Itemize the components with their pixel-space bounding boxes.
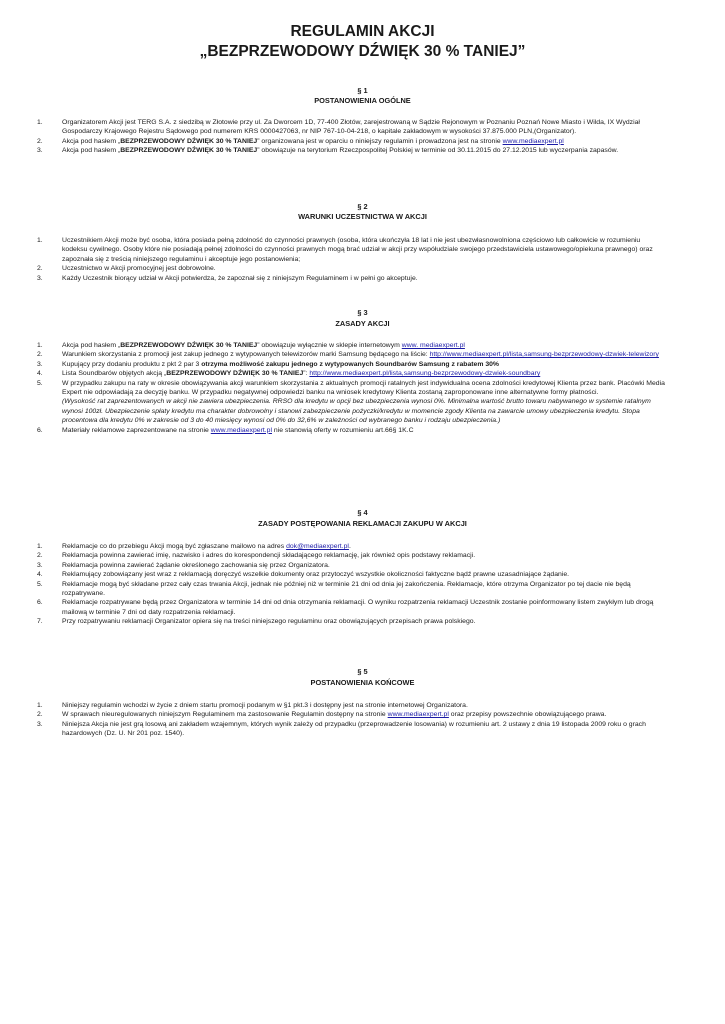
mediaexpert-link[interactable]: www.mediaexpert.pl bbox=[387, 711, 449, 719]
list-item: 1. Niniejszy regulamin wchodzi w życie z dniem startu promocji podanym w §1 pkt.3 i dostępny jest na stronie internetowej Organizatora. bbox=[37, 702, 468, 709]
list-item: 7. Przy rozpatrywaniu reklamacji Organizator opiera się na treści niniejszego regulaminu oraz obowiązujących przepisach prawa polskiego. bbox=[37, 618, 476, 626]
list-item: 3. Niniejsza Akcja nie jest grą losową ani zakładem wzajemnym, których wynik zależy od przypadku (przeprowadzenie losowania) w rozumieniu art. 2 ustawy z dnia 19 listopada 2009 roku o grach hazardowych (Dz. U. Nr 201 poz. 1540). bbox=[37, 720, 646, 738]
tv-list-link[interactable]: http://www.mediaexpert.pl/lista,samsung-bezprzewodowy-dzwiek-telewizory bbox=[429, 351, 659, 359]
list-item: 1. Organizatorem Akcji jest TERG S.A. z siedzibą w Złotowie przy ul. Za Dworcem 1D, 77-400 Złotów, zarejestrowaną w Sądzie Rejonowym w Poznaniu Poznań Nowe Miasto i Wilda, IX Wydział Gospodarczy Krajowego Rejestru Sądowego pod numerem KRS 0000427063, nr NIP 767-10-04-218, o kapitale zakładowym w wysokości 37.875.000 PLN,(Organizator). bbox=[37, 119, 640, 136]
list-item: 5. W przypadku zakupu na raty w okresie obowiązywania akcji warunkiem skorzystania z aktualnych promocji ratalnych jest indywidualna ocena zdolności kredytowej Klienta przez bank. Placówki Media Expert nie odpowiadają za decyzję banku. W przypadku negatywnej odpowiedzi banku na wniosek kredytowy Klienta zostaną zaproponowane inne alternatywne formy płatności. (Wysokość rat zaprezentowanych w akcji nie zawiera ubezpieczenia. RRSO dla kredytu w opcji bez ubezpieczenia wynosi 0%. Minimalna wartość brutto towaru nabywanego w systemie ratalnym wynosi 100zł. Ubezpieczenie spłaty kredytu ma charakter dobrowolny i stanowi zabezpieczenie pożyczki/kredytu w momencie zgody Klienta na zawarcie umowy ubezpieczenia kredytu. Stopa procentowa dla kredytu 0% w zakresie od 3 do 40 miesięcy wynosi od 0% do 32,6% w zależności od wybranego banku i rodzaju ubezpieczenia.) bbox=[37, 379, 665, 425]
section-5-title: POSTANOWIENIA KOŃCOWE bbox=[310, 678, 415, 687]
list-item: 2. Reklamacja powinna zawierać imię, nazwisko i adres do korespondencji składającego reklamację, jak również opis podstawy reklamacji. bbox=[37, 552, 476, 560]
list-item: 4. Lista Soundbarów objętych akcją „BEZPRZEWODOWY DŹWIĘK 30 % TANIEJ”: http://www.mediaexpert.pl/lista,samsung-bezprzewodowy-dzwiek-soundbary bbox=[37, 370, 541, 378]
section-4-list bbox=[0, 542, 725, 627]
list-item: 2. Akcja pod hasłem „BEZPRZEWODOWY DŹWIĘK 30 % TANIEJ” organizowana jest w oparciu o niniejszy regulamin i prowadzona jest na stronie www.mediaexpert.pl bbox=[37, 137, 564, 145]
list-item: 3. Akcja pod hasłem „BEZPRZEWODOWY DŹWIĘK 30 % TANIEJ” obowiązuje na terytorium Rzeczpospolitej Polskiej w terminie od 30.11.2015 do 27.12.2015 lub wyczerpania zapasów. bbox=[37, 147, 619, 155]
list-item: 6. Materiały reklamowe zaprezentowane na stronie www.mediaexpert.pl nie stanowią oferty w rozumieniu art.66§ 1K.C bbox=[37, 426, 414, 434]
list-item: 1. Akcja pod hasłem „BEZPRZEWODOWY DŹWIĘK 30 % TANIEJ” obowiązuje wyłącznie w sklepie internetowym www. mediaexpert.pl bbox=[37, 342, 465, 349]
section-2-list bbox=[0, 236, 725, 283]
list-item: 5. Reklamacje mogą być składane przez cały czas trwania Akcji, jednak nie później niż w terminie 21 dni od dnia jej zakończenia. Reklamacje, które otrzyma Organizator po tej dacie nie będą rozpatrywane. bbox=[37, 580, 631, 598]
soundbar-list-link[interactable]: http://www.mediaexpert.pl/lista,samsung-bezprzewodowy-dzwiek-soundbary bbox=[309, 370, 541, 378]
section-4-title: ZASADY POSTĘPOWANIA REKLAMACJI ZAKUPU W AKCJI bbox=[258, 519, 467, 528]
section-2-number: § 2 bbox=[357, 202, 368, 211]
list-item: 2. Uczestnictwo w Akcji promocyjnej jest dobrowolne. bbox=[37, 265, 216, 273]
installment-note: (Wysokość rat zaprezentowanych w akcji nie zawiera ubezpieczenia. RRSO dla kredytu w opcji bez ubezpieczenia wynosi 0%. Minimalna wartość brutto towaru nabywanego w systemie ratalnym wynosi 100zł. Ubezpieczenie spłaty kredytu ma charakter dobrowolny i stanowi zabezpieczenie pożyczki/kredytu w momencie zgody Klienta na zawarcie umowy ubezpieczenia kredytu. Stopa procentowa dla kredytu 0% w zakresie od 3 do 40 miesięcy wynosi od 0% do 32,6% w zależności od wybranego banku i rodzaju ubezpieczenia.) bbox=[62, 398, 651, 425]
email-link[interactable]: dok@mediaexpert.pl bbox=[286, 543, 349, 550]
document-title: REGULAMIN AKCJI bbox=[290, 23, 435, 40]
list-item: 2. W sprawach nieuregulowanych niniejszym Regulaminem ma zastosowanie Regulamin dostępny na stronie www.mediaexpert.pl oraz przepisy powszechnie obowiązującego prawa. bbox=[37, 711, 607, 719]
section-1-list bbox=[0, 118, 725, 156]
section-4-number: § 4 bbox=[357, 508, 368, 517]
list-item: 1. Reklamacje co do przebiegu Akcji mogą być zgłaszane mailowo na adres dok@mediaexpert.pl. bbox=[37, 543, 351, 550]
mediaexpert-link[interactable]: www. mediaexpert.pl bbox=[401, 342, 465, 349]
section-5-number: § 5 bbox=[357, 667, 368, 676]
section-5-list bbox=[0, 701, 725, 739]
section-3-number: § 3 bbox=[357, 308, 368, 317]
list-item: 4. Reklamujący zobowiązany jest wraz z reklamacją doręczyć wszelkie dokumenty oraz przytoczyć wszystkie okoliczności faktyczne bądź prawne uzasadniające żądanie. bbox=[37, 571, 570, 579]
list-item: 3. Każdy Uczestnik biorący udział w Akcji potwierdza, że zapoznał się z niniejszym Regulaminem i w pełni go akceptuje. bbox=[37, 274, 418, 282]
section-1-number: § 1 bbox=[357, 86, 368, 95]
section-2-title: WARUNKI UCZESTNICTWA W AKCJI bbox=[298, 212, 427, 221]
list-item: 3. Kupujący przy dodaniu produktu z pkt 2 par 3 otrzyma możliwość zakupu jednego z wytypowanych Soundbarów Samsung z rabatem 30% bbox=[37, 360, 500, 368]
document-subtitle: „BEZPRZEWODOWY DŹWIĘK 30 % TANIEJ” bbox=[199, 43, 526, 60]
section-1-title: POSTANOWIENIA OGÓLNE bbox=[314, 96, 411, 105]
list-item: 6. Reklamacje rozpatrywane będą przez Organizatora w terminie 14 dni od dnia otrzymania reklamacji. O wyniku rozpatrzenia reklamacji Uczestnik zostanie poinformowany listem zwykłym lub drogą mailową w terminie 7 dni od daty rozpatrzenia reklamacji. bbox=[37, 599, 654, 616]
list-item: 2. Warunkiem skorzystania z promocji jest zakup jednego z wytypowanych telewizorów marki Samsung będącego na liście: http://www.mediaexpert.pl/lista,samsung-bezprzewodowy-dzwiek-telewizory bbox=[37, 351, 659, 359]
list-item: 3. Reklamacja powinna zawierać żądanie określonego zachowania się przez Organizatora. bbox=[37, 561, 330, 569]
section-3-title: ZASADY AKCJI bbox=[335, 319, 390, 328]
list-item: 1. Uczestnikiem Akcji może być osoba, która posiada pełną zdolność do czynności prawnych (osoba, która ukończyła 18 lat i nie jest ubezwłasnowolniona częściowo lub całkowicie w rozumieniu kodeksu cywilnego. Osoby które nie posiadają pełnej zdolności do czynności prawnych mogą brać udział w akcji przy współudziale swojego przedstawiciela ustawowego/opiekuna prawnego) oraz zapoznała się z treścią niniejszego regulaminu i akceptuje jego postanowienia; bbox=[37, 237, 653, 263]
mediaexpert-link[interactable]: www.mediaexpert.pl bbox=[210, 426, 272, 434]
section-3-list bbox=[0, 341, 725, 435]
mediaexpert-link[interactable]: www.mediaexpert.pl bbox=[502, 137, 564, 145]
